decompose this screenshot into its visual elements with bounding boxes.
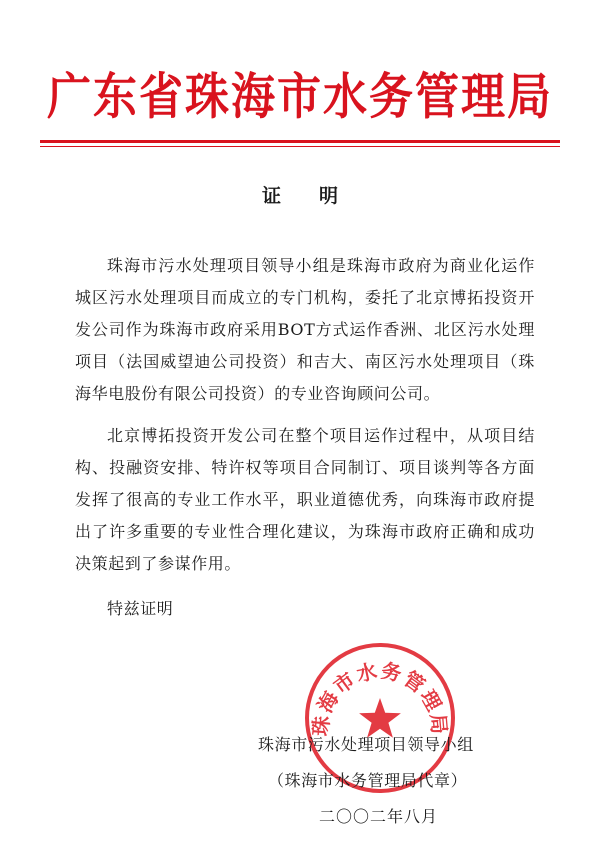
closing-phrase: 特兹证明 bbox=[107, 599, 174, 618]
signature-issuer: 珠海市污水处理项目领导小组 bbox=[258, 735, 474, 754]
seal-text: 珠海市水务管理局 bbox=[308, 658, 452, 737]
signature-proxy: （珠海市水务管理局代章） bbox=[268, 771, 468, 790]
body-paragraph-1: 珠海市污水处理项目领导小组是珠海市政府为商业化运作城区污水处理项目而成立的专门机构，委托了北京博拓投资开发公司作为珠海市政府采用BOT方式运作香洲、北区污水处理项目（法国威望迪公司投资）和吉大、南区污水处理项目（珠海华电股份有限公司投资）的专业咨询顾问公司。 bbox=[75, 256, 535, 403]
letterhead-title: 广东省珠海市水务管理局 bbox=[47, 68, 553, 126]
document-heading: 证明 bbox=[261, 185, 376, 207]
letterhead-divider-thick bbox=[40, 140, 560, 143]
letterhead-divider-thin bbox=[40, 146, 560, 147]
signature-date: 二〇〇二年八月 bbox=[319, 807, 439, 826]
body-paragraph-2: 北京博拓投资开发公司在整个项目运作过程中，从项目结构、投融资安排、特许权等项目合同制订、项目谈判等各方面发挥了很高的专业工作水平，职业道德优秀，向珠海市政府提出了许多重要的专业性合理化建议，为珠海市政府正确和成功决策起到了参谋作用。 bbox=[75, 426, 535, 573]
